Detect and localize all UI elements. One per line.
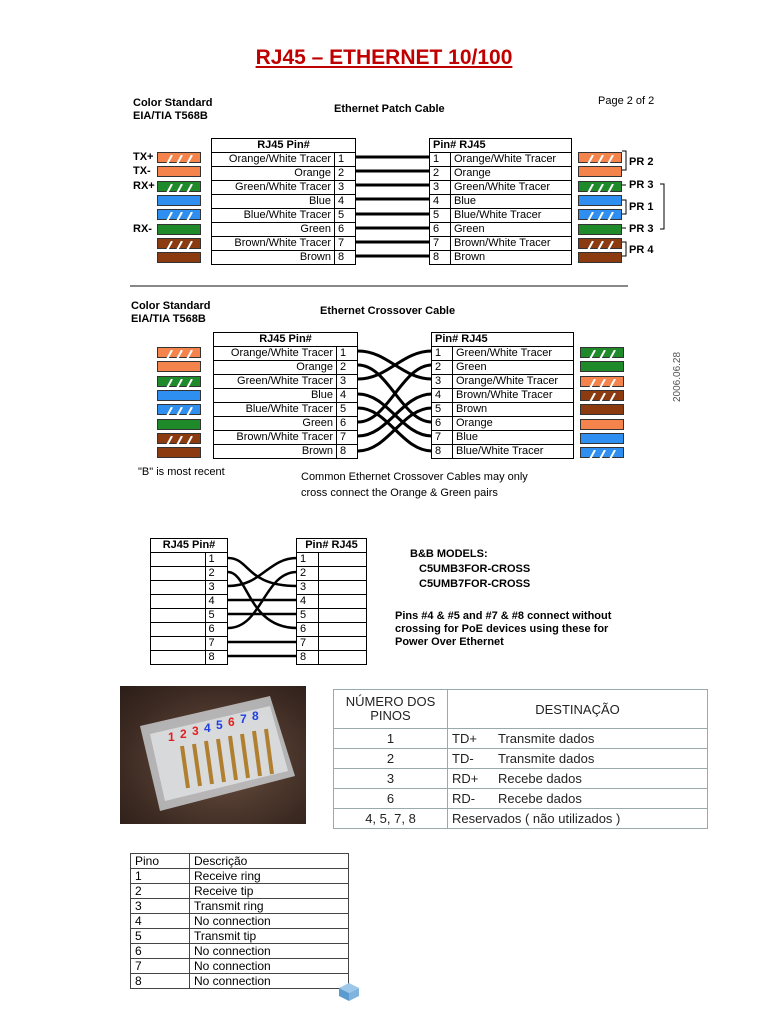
bb-models (410, 548, 530, 591)
wire-name: Brown (212, 251, 335, 265)
wire-name: Green/White Tracer (214, 375, 337, 389)
table-row (212, 223, 356, 237)
wire-name: Blue (451, 195, 572, 209)
wire-name: Brown/White Tracer (214, 431, 337, 445)
pin-number: 1 (205, 553, 227, 567)
tx-minus-label: TX- (133, 165, 151, 177)
wire-name: Orange/White Tracer (453, 375, 574, 389)
wire-color-swatch (157, 181, 201, 192)
crossover-note-line2: cross connect the Orange & Green pairs (301, 487, 498, 499)
wire-name: Orange (212, 167, 335, 181)
bb-note-line3: Power Over Ethernet (395, 636, 504, 648)
wire-name: Blue (214, 389, 337, 403)
patch-cable-title: Ethernet Patch Cable (334, 103, 445, 115)
blank-cell (151, 553, 206, 567)
wire-color-swatch (578, 252, 622, 263)
wire-name: Brown/White Tracer (212, 237, 335, 251)
pin-number: 6 (432, 417, 453, 431)
wire-color-swatch (157, 376, 201, 387)
pino-cell: 8 (131, 974, 190, 989)
standard-line1: Color Standard (133, 97, 213, 109)
descricao-cell: No connection (190, 974, 349, 989)
table-row (131, 899, 349, 914)
pin-number: 5 (297, 609, 319, 623)
wire-color-swatch (580, 390, 624, 401)
table-row (432, 431, 574, 445)
crossover-note-line1: Common Ethernet Crossover Cables may only (301, 471, 528, 483)
wire-name: Green (453, 361, 574, 375)
pino-cell: 5 (131, 929, 190, 944)
table-row (214, 389, 358, 403)
wire-color-swatch (157, 209, 201, 220)
pin-number: 6 (337, 417, 358, 431)
patch-right-header: Pin# RJ45 (430, 139, 572, 153)
crossover-left-header: RJ45 Pin# (214, 333, 358, 347)
pin-number: 2 (297, 567, 319, 581)
pin-number: 3 (430, 181, 451, 195)
wire-name: Orange/White Tracer (451, 153, 572, 167)
photo-pin-label: 2 (180, 727, 187, 741)
blank-cell (319, 637, 367, 651)
pin-number: 5 (205, 609, 227, 623)
section-divider (130, 285, 628, 287)
blank-cell (319, 553, 367, 567)
table-row (212, 195, 356, 209)
table-row (297, 623, 367, 637)
blank-cell (151, 581, 206, 595)
wire-name: Green/White Tracer (453, 347, 574, 361)
rj45-connector-photo (120, 686, 306, 824)
table-row (432, 375, 574, 389)
table-row (131, 959, 349, 974)
pin-number: 4 (205, 595, 227, 609)
photo-pin-label: 5 (216, 718, 223, 732)
wire-color-swatch (578, 209, 622, 220)
table-row (131, 914, 349, 929)
table-row (297, 609, 367, 623)
pin-number: 7 (205, 637, 227, 651)
table-row (430, 153, 572, 167)
crossover-color-standard (131, 300, 210, 326)
crossover-right-table (431, 332, 574, 459)
table-row (297, 637, 367, 651)
wire-name: Blue/White Tracer (212, 209, 335, 223)
table-row (430, 181, 572, 195)
pin-number: 3 (337, 375, 358, 389)
bb-right-header: Pin# RJ45 (297, 539, 367, 553)
table-row (214, 417, 358, 431)
signal-cell: TD+ (448, 729, 495, 749)
tx-plus-label: TX+ (133, 151, 154, 163)
header-col1-line2: PINOS (370, 708, 411, 723)
table-row (212, 237, 356, 251)
wire-name: Green (212, 223, 335, 237)
descricao-cell: Transmit tip (190, 929, 349, 944)
bb-right-table (296, 538, 367, 665)
pin-number: 8 (205, 651, 227, 665)
table-row (430, 167, 572, 181)
wire-name: Brown (214, 445, 337, 459)
photo-pin-label: 8 (252, 709, 259, 723)
patch-left-table (211, 138, 356, 265)
bb-left-header: RJ45 Pin# (151, 539, 228, 553)
table-row (131, 974, 349, 989)
blank-cell (319, 609, 367, 623)
wire-color-swatch (157, 224, 201, 235)
pin-number: 3 (432, 375, 453, 389)
pin-number-header (334, 690, 448, 729)
header-col1-line1: NÚMERO DOS (345, 694, 436, 709)
table-row (212, 153, 356, 167)
wire-name: Blue/White Tracer (453, 445, 574, 459)
wire-color-swatch (157, 347, 201, 358)
table-row (151, 623, 228, 637)
table-row (214, 347, 358, 361)
wire-color-swatch (578, 238, 622, 249)
crossover-left-table (213, 332, 358, 459)
wire-color-swatch (157, 361, 201, 372)
pin-number: 3 (335, 181, 356, 195)
table-row (297, 651, 367, 665)
blank-cell (151, 651, 206, 665)
standard-line1: Color Standard (131, 300, 211, 312)
pr1-label: PR 1 (629, 201, 654, 213)
table-row (151, 553, 228, 567)
wire-color-swatch (157, 404, 201, 415)
pin-number: 3 (205, 581, 227, 595)
blank-cell (319, 651, 367, 665)
bb-model-2: C5UMB7FOR-CROSS (419, 578, 531, 590)
wire-color-swatch (580, 447, 624, 458)
bb-note-line2: crossing for PoE devices using these for (395, 623, 609, 635)
table-row (214, 403, 358, 417)
pino-cell: 2 (131, 884, 190, 899)
pin-number: 5 (337, 403, 358, 417)
patch-left-header: RJ45 Pin# (212, 139, 356, 153)
wire-color-swatch (157, 447, 201, 458)
wire-color-swatch (157, 390, 201, 401)
pin-number: 8 (335, 251, 356, 265)
pin-number: 1 (335, 153, 356, 167)
table-row (334, 749, 708, 769)
descricao-cell: Receive ring (190, 869, 349, 884)
crossover-wires (358, 344, 432, 460)
bb-models-title: B&B MODELS: (410, 548, 488, 560)
crossover-right-header: Pin# RJ45 (432, 333, 574, 347)
table-row (212, 251, 356, 265)
pin-number-cell: 3 (334, 769, 448, 789)
wire-color-swatch (580, 419, 624, 430)
table-row (432, 417, 574, 431)
pin-number: 2 (430, 167, 451, 181)
blank-cell (319, 595, 367, 609)
wire-color-swatch (157, 433, 201, 444)
blank-cell (151, 609, 206, 623)
pin-number: 2 (432, 361, 453, 375)
pr3-top-label: PR 3 (629, 179, 654, 191)
pino-cell: 4 (131, 914, 190, 929)
recent-note: "B" is most recent (138, 466, 225, 478)
table-row (212, 181, 356, 195)
pin-number: 7 (297, 637, 319, 651)
pin-number: 1 (297, 553, 319, 567)
table-row (297, 567, 367, 581)
table-row (334, 789, 708, 809)
pin-number: 8 (297, 651, 319, 665)
color-standard-label (133, 97, 212, 123)
table-row (334, 769, 708, 789)
pin-number: 8 (430, 251, 451, 265)
pino-cell: 1 (131, 869, 190, 884)
pino-cell: 3 (131, 899, 190, 914)
table-row (131, 944, 349, 959)
photo-pin-label: 7 (240, 712, 247, 726)
table-row (214, 375, 358, 389)
wire-name: Brown (453, 403, 574, 417)
blank-cell (319, 623, 367, 637)
descricao-cell: Transmit ring (190, 899, 349, 914)
photo-pin-label: 4 (204, 721, 211, 735)
wire-color-swatch (578, 181, 622, 192)
wire-name: Blue (212, 195, 335, 209)
signal-cell: RD- (448, 789, 495, 809)
wire-color-swatch (578, 195, 622, 206)
pin-number: 7 (337, 431, 358, 445)
destination-cell: Recebe dados (494, 789, 708, 809)
wire-name: Brown/White Tracer (453, 389, 574, 403)
pin-number: 6 (297, 623, 319, 637)
connector-illustration (120, 686, 306, 824)
destination-cell: Transmite dados (494, 749, 708, 769)
standard-line2: EIA/TIA T568B (133, 110, 208, 122)
pin-number: 2 (335, 167, 356, 181)
pin-description-table (130, 853, 349, 989)
table-row (430, 237, 572, 251)
pin-number: 2 (205, 567, 227, 581)
pin-number: 6 (430, 223, 451, 237)
wire-color-swatch (578, 224, 622, 235)
pino-header: Pino (131, 854, 190, 869)
cross-wire-3-1 (358, 351, 432, 379)
destination-cell: Recebe dados (494, 769, 708, 789)
pin-number-cell: 6 (334, 789, 448, 809)
wire-name: Green (451, 223, 572, 237)
table-row (151, 637, 228, 651)
wire-color-swatch (157, 195, 201, 206)
wire-name: Orange/White Tracer (212, 153, 335, 167)
pin-number: 4 (337, 389, 358, 403)
pin-number-cell: 4, 5, 7, 8 (334, 809, 448, 829)
pin-number: 8 (337, 445, 358, 459)
blank-cell (151, 567, 206, 581)
pin-destination-table (333, 689, 708, 829)
bb-wires (228, 552, 297, 664)
standard-line2: EIA/TIA T568B (131, 313, 206, 325)
wire-color-swatch (157, 252, 201, 263)
pin-number-cell: 1 (334, 729, 448, 749)
signal-cell: RD+ (448, 769, 495, 789)
page-number: Page 2 of 2 (598, 95, 655, 107)
pin-number: 4 (430, 195, 451, 209)
table-row (151, 567, 228, 581)
wire-name: Orange (451, 167, 572, 181)
cube-icon (338, 982, 360, 1002)
wire-name: Brown (451, 251, 572, 265)
pin-number: 5 (335, 209, 356, 223)
table-row (131, 869, 349, 884)
wire-color-swatch (580, 376, 624, 387)
table-row (151, 651, 228, 665)
table-row (131, 884, 349, 899)
rx-plus-label: RX+ (133, 180, 155, 192)
pr3-bottom-label: PR 3 (629, 223, 654, 235)
blank-cell (151, 637, 206, 651)
table-row (214, 361, 358, 375)
table-row (297, 581, 367, 595)
wire-color-swatch (580, 361, 624, 372)
date-stamp: 2006.06.28 (672, 351, 683, 402)
pin-number: 4 (335, 195, 356, 209)
bb-note-line1: Pins #4 & #5 and #7 & #8 connect without (395, 610, 612, 622)
signal-cell: TD- (448, 749, 495, 769)
wire-name: Green/White Tracer (212, 181, 335, 195)
descricao-cell: No connection (190, 914, 349, 929)
pin-number: 7 (430, 237, 451, 251)
pin-number: 2 (337, 361, 358, 375)
bb-poe-note (395, 610, 611, 649)
pino-cell: 7 (131, 959, 190, 974)
wire-color-swatch (580, 347, 624, 358)
table-row (212, 167, 356, 181)
blank-cell (151, 595, 206, 609)
wire-name: Green/White Tracer (451, 181, 572, 195)
pin-number: 7 (335, 237, 356, 251)
pin-number: 5 (432, 403, 453, 417)
pin-number: 6 (335, 223, 356, 237)
table-row (430, 209, 572, 223)
table-row (432, 361, 574, 375)
wire-name: Orange/White Tracer (214, 347, 337, 361)
patch-right-table (429, 138, 572, 265)
wire-name: Orange (453, 417, 574, 431)
pin-number: 1 (432, 347, 453, 361)
pin-number: 6 (205, 623, 227, 637)
table-row (131, 929, 349, 944)
photo-pin-label: 3 (192, 724, 199, 738)
crossover-cable-title: Ethernet Crossover Cable (320, 305, 456, 317)
wire-name: Blue (453, 431, 574, 445)
wire-color-swatch (157, 419, 201, 430)
signal-cell: Reservados ( não utilizados ) (448, 809, 708, 829)
table-row (214, 431, 358, 445)
wire-color-swatch (157, 238, 201, 249)
wire-color-swatch (157, 152, 201, 163)
table-row (430, 223, 572, 237)
descricao-cell: No connection (190, 944, 349, 959)
pin-number: 4 (297, 595, 319, 609)
wire-color-swatch (580, 404, 624, 415)
photo-pin-label: 1 (168, 730, 175, 744)
destination-header: DESTINAÇÃO (448, 690, 708, 729)
table-row (432, 347, 574, 361)
descricao-cell: Receive tip (190, 884, 349, 899)
table-row (334, 809, 708, 829)
wire-color-swatch (580, 433, 624, 444)
wire-name: Blue/White Tracer (451, 209, 572, 223)
pino-cell: 6 (131, 944, 190, 959)
wire-color-swatch (157, 166, 201, 177)
pin-number: 8 (432, 445, 453, 459)
pin-number: 3 (297, 581, 319, 595)
rx-minus-label: RX- (133, 223, 152, 235)
table-row (151, 581, 228, 595)
pin-number-cell: 2 (334, 749, 448, 769)
blank-cell (319, 581, 367, 595)
table-row (212, 209, 356, 223)
table-row (151, 609, 228, 623)
table-row (334, 729, 708, 749)
photo-pin-label: 6 (228, 715, 235, 729)
table-row (432, 445, 574, 459)
destination-cell: Transmite dados (494, 729, 708, 749)
pin-number: 5 (430, 209, 451, 223)
wire-name: Brown/White Tracer (451, 237, 572, 251)
pin-number: 1 (337, 347, 358, 361)
table-row (432, 403, 574, 417)
wire-color-swatch (578, 152, 622, 163)
bb-left-table (150, 538, 228, 665)
wire-name: Orange (214, 361, 337, 375)
table-row (432, 389, 574, 403)
table-row (430, 251, 572, 265)
table-row (297, 553, 367, 567)
bb-model-1: C5UMB3FOR-CROSS (419, 563, 531, 575)
pr4-label: PR 4 (629, 244, 654, 256)
wire-color-swatch (578, 166, 622, 177)
page-title: RJ45 – ETHERNET 10/100 (255, 46, 513, 69)
patch-wires (356, 150, 430, 265)
table-row (297, 595, 367, 609)
blank-cell (151, 623, 206, 637)
pin-number: 7 (432, 431, 453, 445)
descricao-header: Descrição (190, 854, 349, 869)
wire-name: Green (214, 417, 337, 431)
pr2-label: PR 2 (629, 156, 654, 168)
wire-name: Blue/White Tracer (214, 403, 337, 417)
table-row (430, 195, 572, 209)
pin-number: 4 (432, 389, 453, 403)
descricao-cell: No connection (190, 959, 349, 974)
pin-number: 1 (430, 153, 451, 167)
crossover-note (301, 471, 528, 500)
blank-cell (319, 567, 367, 581)
table-row (151, 595, 228, 609)
table-row (214, 445, 358, 459)
